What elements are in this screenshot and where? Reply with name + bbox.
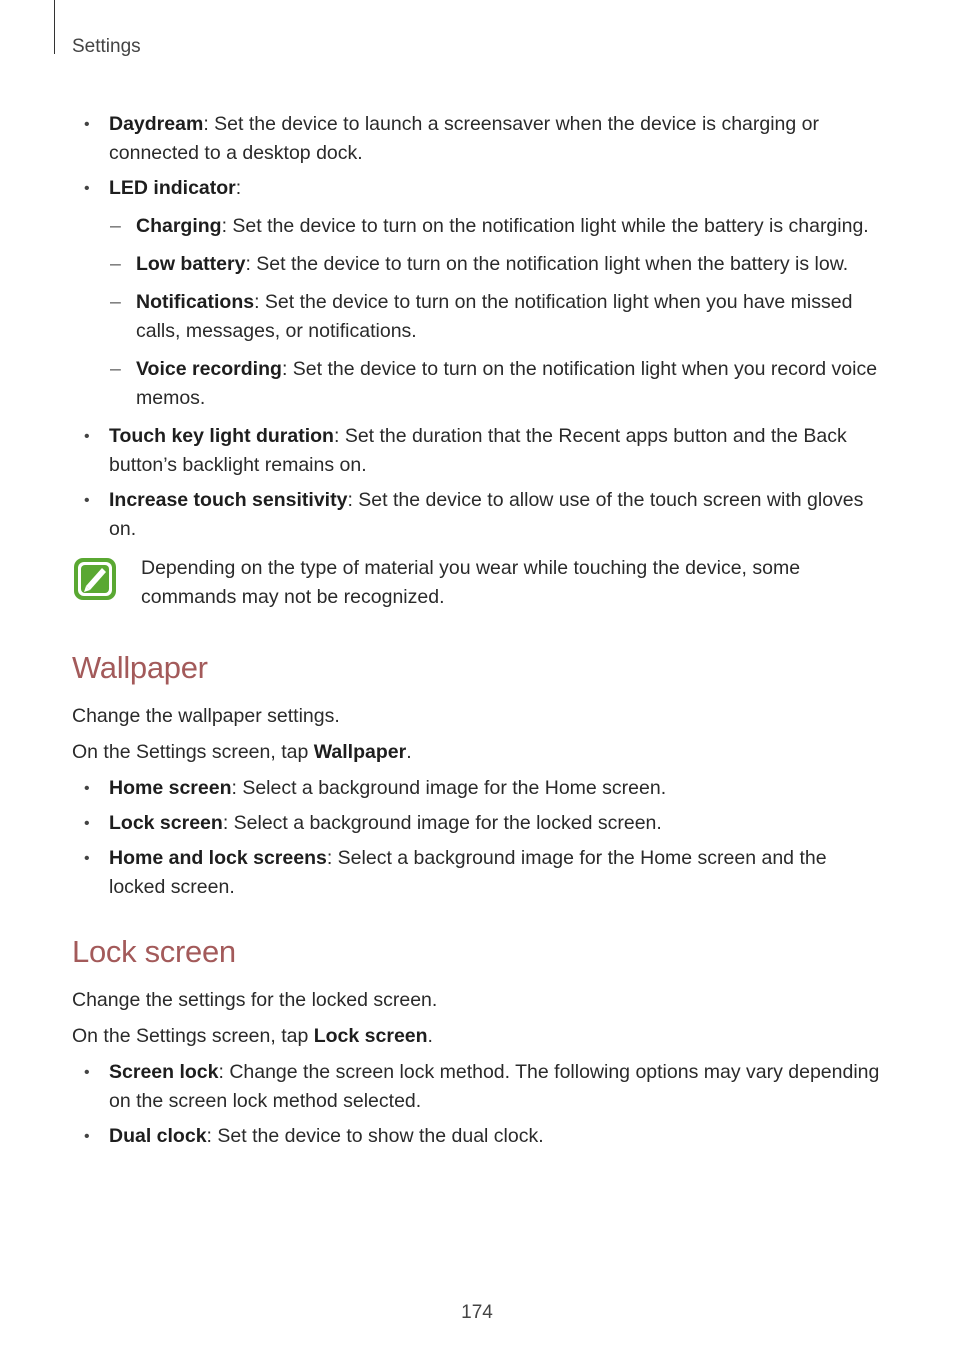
item-term: Daydream <box>109 113 204 135</box>
list-item-dual-clock <box>72 1122 884 1151</box>
item-term: LED indicator <box>109 177 236 199</box>
dash-icon: – <box>110 253 121 275</box>
instruction-suffix: . <box>427 1025 433 1047</box>
dash-icon: – <box>110 358 121 380</box>
sub-item-notifications <box>72 288 884 346</box>
lockscreen-intro: Change the settings for the locked screen. <box>72 989 438 1011</box>
item-text: : Set the device to allow use of the touch screen with gloves on. <box>109 489 864 540</box>
list-item-home-screen <box>72 774 884 803</box>
dash-icon: – <box>110 291 121 313</box>
heading-wallpaper: Wallpaper <box>72 650 208 685</box>
list-item-touch-key-light <box>72 422 884 480</box>
instruction-term: Wallpaper <box>313 741 407 763</box>
item-term: Home and lock screens <box>109 847 327 869</box>
bullet-icon: • <box>84 428 90 445</box>
item-text: : Select a background image for the locked screen. <box>222 812 662 834</box>
list-item-daydream <box>72 110 884 168</box>
item-text: : Set the device to turn on the notification light when the battery is low. <box>245 253 849 275</box>
bullet-icon: • <box>84 1064 90 1081</box>
item-term: Home screen <box>109 777 232 799</box>
note-text: Depending on the type of material you wear while touching the device, some commands may not be recognized. <box>141 557 801 608</box>
item-term: Low battery <box>136 253 246 275</box>
item-term: Dual clock <box>109 1125 207 1147</box>
note-box <box>72 554 884 612</box>
item-text: : <box>235 177 242 199</box>
bullet-icon: • <box>84 116 90 133</box>
item-text: : Set the device to launch a screensaver when the device is charging or connected to a desktop dock. <box>109 113 820 164</box>
page-content <box>72 110 884 1157</box>
item-text: : Set the device to turn on the notification light when you record voice memos. <box>136 358 878 409</box>
section-label: Settings <box>72 36 141 57</box>
dash-icon: – <box>110 215 121 237</box>
list-item-screen-lock <box>72 1058 884 1116</box>
list-item-home-and-lock <box>72 844 884 902</box>
bullet-icon: • <box>84 492 90 509</box>
bullet-icon: • <box>84 1128 90 1145</box>
item-text: : Set the duration that the Recent apps button and the Back button’s backlight remains on. <box>109 425 847 476</box>
item-text: : Set the device to show the dual clock. <box>206 1125 544 1147</box>
bullet-icon: • <box>84 180 90 197</box>
wallpaper-instruction <box>72 738 884 767</box>
item-term: Charging <box>136 215 222 237</box>
instruction-suffix: . <box>406 741 412 763</box>
bullet-icon: • <box>84 815 90 832</box>
lockscreen-instruction <box>72 1022 884 1051</box>
bullet-icon: • <box>84 780 90 797</box>
heading-lock-screen: Lock screen <box>72 934 236 969</box>
item-text: : Set the device to turn on the notification light when you have missed calls, messages, or notifications. <box>136 291 853 342</box>
instruction-prefix: On the Settings screen, tap <box>72 741 314 763</box>
list-item-lock-screen-wallpaper <box>72 809 884 838</box>
wallpaper-intro: Change the wallpaper settings. <box>72 705 340 727</box>
item-text: : Select a background image for the Home screen. <box>231 777 667 799</box>
instruction-prefix: On the Settings screen, tap <box>72 1025 314 1047</box>
note-pencil-icon <box>72 556 118 602</box>
item-term: Screen lock <box>109 1061 219 1083</box>
header-rule <box>54 0 55 54</box>
sub-item-voice-recording <box>72 355 884 413</box>
sub-item-low-battery <box>72 250 884 279</box>
item-term: Notifications <box>136 291 255 313</box>
list-item-led-indicator <box>72 174 884 203</box>
item-text: : Select a background image for the Home screen and the locked screen. <box>109 847 827 898</box>
item-term: Touch key light duration <box>109 425 334 447</box>
item-term: Voice recording <box>136 358 282 380</box>
bullet-icon: • <box>84 850 90 867</box>
item-text: : Change the screen lock method. The following options may vary depending on the screen lock method selected. <box>109 1061 880 1112</box>
list-item-touch-sensitivity <box>72 486 884 544</box>
page-number: 174 <box>461 1302 493 1323</box>
item-term: Lock screen <box>109 812 223 834</box>
item-text: : Set the device to turn on the notification light while the battery is charging. <box>221 215 869 237</box>
sub-item-charging <box>72 212 884 241</box>
item-term: Increase touch sensitivity <box>109 489 348 511</box>
instruction-term: Lock screen <box>313 1025 428 1047</box>
